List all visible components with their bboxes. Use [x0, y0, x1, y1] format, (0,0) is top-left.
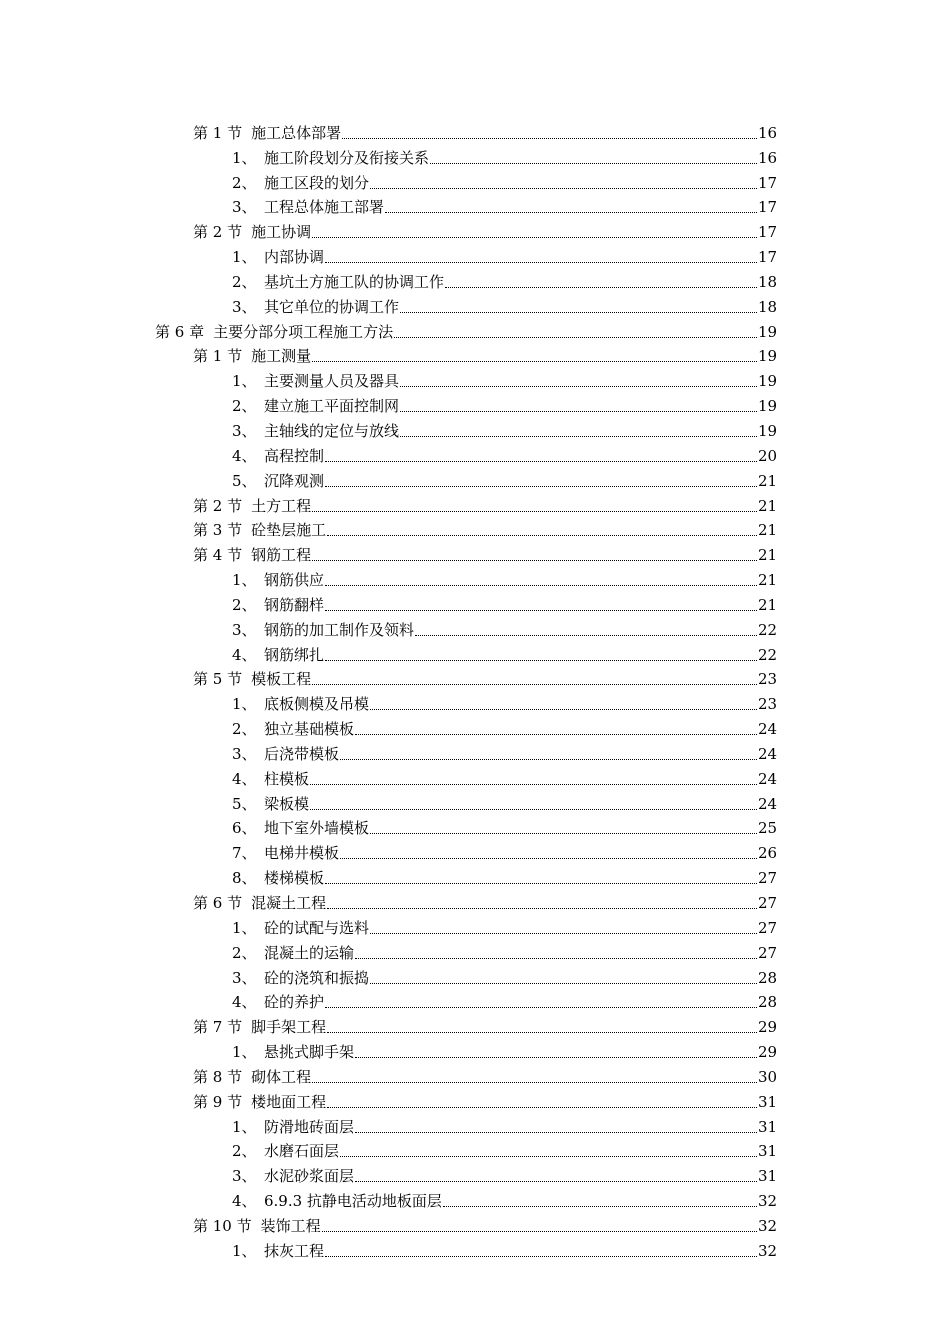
toc-entry-number: 5、: [232, 471, 257, 490]
toc-dot-leader: [370, 188, 757, 189]
toc-page-number: 19: [758, 421, 778, 440]
toc-dot-leader: [445, 287, 757, 288]
toc-entry-line: [232, 472, 777, 490]
toc-dot-leader: [430, 163, 757, 164]
toc-page-number: 19: [758, 322, 778, 341]
toc-page-number: 27: [758, 918, 778, 937]
toc-entry-number: 第 8 节: [193, 1067, 243, 1086]
toc-entry-line: [232, 795, 777, 813]
toc-entry-line: [193, 546, 777, 564]
toc-entry-number: 第 10 节: [193, 1216, 252, 1235]
toc-entry-line: [232, 174, 777, 192]
toc-dot-leader: [327, 535, 757, 536]
toc-subsection-entry[interactable]: [0, 766, 950, 791]
toc-entry-line: [232, 621, 777, 639]
toc-subsection-entry[interactable]: [0, 990, 950, 1015]
toc-subsection-entry[interactable]: [0, 195, 950, 220]
toc-dot-leader: [325, 262, 757, 263]
toc-subsection-entry[interactable]: [0, 915, 950, 940]
toc-entry-title: 土方工程: [251, 496, 312, 515]
toc-section-entry[interactable]: [0, 493, 950, 518]
toc-subsection-entry[interactable]: [0, 145, 950, 170]
toc-entry-line: [193, 497, 777, 515]
toc-page-number: 16: [758, 123, 778, 142]
toc-dot-leader: [325, 660, 757, 661]
toc-dot-leader: [325, 883, 757, 884]
toc-entry-number: 4、: [232, 769, 257, 788]
toc-page-number: 31: [758, 1092, 778, 1111]
toc-subsection-entry[interactable]: [0, 816, 950, 841]
toc-dot-leader: [327, 1107, 757, 1108]
toc-dot-leader: [325, 585, 757, 586]
toc-entry-line: [193, 894, 777, 912]
toc-entry-line: [193, 1217, 777, 1235]
toc-entry-line: [232, 993, 777, 1011]
toc-subsection-entry[interactable]: [0, 741, 950, 766]
toc-dot-leader: [370, 833, 757, 834]
toc-subsection-entry[interactable]: [0, 567, 950, 592]
toc-section-entry[interactable]: [0, 890, 950, 915]
toc-subsection-entry[interactable]: [0, 716, 950, 741]
toc-page-number: 21: [758, 521, 778, 540]
toc-entry-title: 钢筋绑扎: [264, 645, 325, 664]
toc-subsection-entry[interactable]: [0, 965, 950, 990]
toc-entry-line: [232, 1167, 777, 1185]
toc-page-number: 17: [758, 248, 778, 267]
toc-page-number: 26: [758, 844, 778, 863]
toc-page-number: 17: [758, 198, 778, 217]
toc-page-number: 28: [758, 993, 778, 1012]
toc-entry-number: 3、: [232, 1167, 257, 1186]
toc-entry-title: 钢筋供应: [264, 571, 325, 590]
toc-entry-number: 1、: [232, 372, 257, 391]
toc-dot-leader: [355, 1181, 757, 1182]
toc-subsection-entry[interactable]: [0, 642, 950, 667]
toc-subsection-entry[interactable]: [0, 1039, 950, 1064]
toc-entry-title: 钢筋工程: [251, 546, 312, 565]
toc-page-number: 22: [758, 645, 778, 664]
toc-dot-leader: [312, 684, 757, 685]
toc-entry-line: [232, 422, 777, 440]
toc-subsection-entry[interactable]: [0, 269, 950, 294]
toc-page-number: 27: [758, 894, 778, 912]
toc-page-number: 21: [758, 471, 778, 490]
toc-page-number: 20: [758, 446, 778, 465]
toc-dot-leader: [400, 312, 757, 313]
toc-entry-title: 施工区段的划分: [264, 173, 370, 192]
toc-entry-number: 1、: [232, 571, 257, 590]
toc-entry-line: [232, 695, 777, 713]
toc-entry-number: 4、: [232, 1192, 257, 1211]
toc-subsection-entry[interactable]: [0, 840, 950, 865]
toc-entry-line: [232, 1043, 777, 1061]
toc-dot-leader: [325, 486, 757, 487]
toc-entry-title: 高程控制: [264, 446, 325, 465]
toc-section-entry[interactable]: [0, 1089, 950, 1114]
toc-entry-title: 柱模板: [264, 769, 310, 788]
toc-dot-leader: [312, 1082, 757, 1083]
toc-page-number: 19: [758, 347, 778, 366]
toc-entry-number: 3、: [232, 620, 257, 639]
toc-entry-line: [193, 670, 777, 688]
toc-dot-leader: [327, 1032, 757, 1033]
toc-entry-line: [232, 1118, 777, 1136]
toc-entry-title: 其它单位的协调工作: [264, 297, 400, 316]
toc-page-number: 29: [758, 1043, 778, 1062]
toc-entry-number: 2、: [232, 1142, 257, 1161]
toc-entry-number: 6、: [232, 819, 257, 838]
toc-entry-title: 模板工程: [251, 670, 312, 689]
toc-chapter-entry[interactable]: [0, 319, 950, 344]
toc-entry-line: [232, 770, 777, 788]
toc-page-number: 24: [758, 794, 778, 813]
toc-entry-number: 第 5 节: [193, 670, 243, 689]
toc-entry-number: 第 7 节: [193, 1018, 243, 1037]
toc-dot-leader: [400, 386, 757, 387]
toc-entry-title: 脚手架工程: [251, 1018, 327, 1037]
toc-entry-number: 2、: [232, 272, 257, 291]
toc-entry-title: 施工总体部署: [251, 123, 342, 142]
toc-page-number: 32: [758, 1241, 778, 1260]
toc-entry-line: [232, 869, 777, 887]
toc-entry-line: [232, 919, 777, 937]
toc-entry-title: 防滑地砖面层: [264, 1117, 355, 1136]
toc-dot-leader: [400, 411, 757, 412]
toc-entry-line: [193, 521, 777, 539]
toc-page-number: 24: [758, 720, 778, 739]
toc-dot-leader: [415, 635, 757, 636]
toc-entry-number: 8、: [232, 869, 257, 888]
toc-dot-leader: [312, 560, 757, 561]
toc-entry-title: 钢筋的加工制作及领料: [264, 620, 415, 639]
toc-dot-leader: [327, 908, 757, 909]
toc-entry-line: [232, 248, 777, 266]
toc-subsection-entry[interactable]: [0, 1114, 950, 1139]
toc-entry-number: 2、: [232, 943, 257, 962]
toc-entry-title: 砼的浇筑和振捣: [264, 968, 370, 987]
toc-entry-title: 抹灰工程: [264, 1241, 325, 1260]
toc-page-number: 21: [758, 595, 778, 614]
toc-page-number: 24: [758, 744, 778, 763]
toc-entry-line: [232, 745, 777, 763]
toc-entry-title: 砌体工程: [251, 1067, 312, 1086]
toc-entry-line: [193, 124, 777, 142]
toc-page-number: 21: [758, 496, 778, 515]
toc-page-number: 18: [758, 272, 778, 291]
toc-subsection-entry[interactable]: [0, 418, 950, 443]
toc-entry-line: [232, 944, 777, 962]
toc-entry-line: [232, 447, 777, 465]
toc-entry-line: [232, 372, 777, 390]
toc-entry-line: [193, 1018, 777, 1036]
toc-section-entry[interactable]: [0, 1014, 950, 1039]
toc-subsection-entry[interactable]: [0, 393, 950, 418]
toc-entry-title: 砼的试配与选料: [264, 918, 370, 937]
toc-entry-number: 第 6 节: [193, 894, 243, 912]
toc-subsection-entry[interactable]: [0, 1139, 950, 1164]
toc-subsection-entry[interactable]: [0, 617, 950, 642]
toc-entry-number: 1、: [232, 148, 257, 167]
toc-entry-title: 基坑土方施工队的协调工作: [264, 272, 445, 291]
toc-dot-leader: [325, 1256, 757, 1257]
toc-entry-number: 2、: [232, 595, 257, 614]
toc-page-number: 17: [758, 173, 778, 192]
toc-section-entry[interactable]: [0, 219, 950, 244]
toc-entry-title: 水泥砂浆面层: [264, 1167, 355, 1186]
toc-entry-number: 第 6 章: [155, 322, 205, 341]
toc-entry-title: 底板侧模及吊模: [264, 695, 370, 714]
toc-dot-leader: [312, 237, 757, 238]
toc-entry-line: [232, 298, 777, 316]
toc-entry-number: 3、: [232, 744, 257, 763]
toc-entry-title: 水磨石面层: [264, 1142, 340, 1161]
toc-entry-title: 内部协调: [264, 248, 325, 267]
toc-entry-line: [193, 1068, 777, 1086]
toc-dot-leader: [370, 709, 757, 710]
toc-entry-title: 砼垫层施工: [251, 521, 327, 540]
toc-entry-line: [232, 273, 777, 291]
toc-page-number: 32: [758, 1216, 778, 1235]
toc-subsection-entry[interactable]: [0, 592, 950, 617]
toc-entry-number: 4、: [232, 993, 257, 1012]
toc-entry-line: [232, 596, 777, 614]
toc-subsection-entry[interactable]: [0, 865, 950, 890]
toc-section-entry[interactable]: [0, 518, 950, 543]
toc-entry-title: 建立施工平面控制网: [264, 397, 400, 416]
toc-entry-number: 3、: [232, 297, 257, 316]
toc-page-number: 23: [758, 695, 778, 714]
toc-entry-title: 砼的养护: [264, 993, 325, 1012]
toc-entry-number: 3、: [232, 968, 257, 987]
toc-entry-title: 电梯井模板: [264, 844, 340, 863]
toc-dot-leader: [355, 1057, 757, 1058]
toc-entry-number: 1、: [232, 1043, 257, 1062]
toc-entry-line: [232, 149, 777, 167]
toc-subsection-entry[interactable]: [0, 1163, 950, 1188]
toc-section-entry[interactable]: [0, 542, 950, 567]
toc-dot-leader: [394, 337, 757, 338]
toc-entry-title: 楼地面工程: [251, 1092, 327, 1111]
toc-entry-number: 第 9 节: [193, 1092, 243, 1111]
toc-section-entry[interactable]: [0, 1064, 950, 1089]
toc-page-number: 28: [758, 968, 778, 987]
toc-subsection-entry[interactable]: [0, 244, 950, 269]
toc-subsection-entry[interactable]: [0, 368, 950, 393]
toc-entry-number: 第 2 节: [193, 223, 243, 242]
toc-subsection-entry[interactable]: [0, 443, 950, 468]
toc-dot-leader: [355, 1132, 757, 1133]
toc-dot-leader: [310, 809, 757, 810]
toc-page-number: 29: [758, 1018, 778, 1037]
toc-subsection-entry[interactable]: [0, 1188, 950, 1213]
toc-entry-number: 1、: [232, 248, 257, 267]
toc-entry-line: [232, 571, 777, 589]
toc-subsection-entry[interactable]: [0, 294, 950, 319]
toc-dot-leader: [322, 1231, 757, 1232]
toc-entry-number: 5、: [232, 794, 257, 813]
toc-entry-title: 悬挑式脚手架: [264, 1043, 355, 1062]
toc-entry-title: 梁板模: [264, 794, 310, 813]
toc-page-number: 18: [758, 297, 778, 316]
toc-entry-title: 地下室外墙模板: [264, 819, 370, 838]
toc-dot-leader: [325, 461, 757, 462]
toc-entry-title: 装饰工程: [260, 1216, 321, 1235]
toc-entry-number: 2、: [232, 397, 257, 416]
toc-page-number: 31: [758, 1167, 778, 1186]
toc-entry-number: 3、: [232, 421, 257, 440]
toc-subsection-entry[interactable]: [0, 791, 950, 816]
toc-section-entry[interactable]: [0, 344, 950, 369]
toc-entry-title: 工程总体施工部署: [264, 198, 385, 217]
toc-entry-number: 第 2 节: [193, 496, 243, 515]
toc-dot-leader: [325, 610, 757, 611]
toc-entry-line: [193, 223, 777, 241]
toc-entry-title: 施工阶段划分及衔接关系: [264, 148, 430, 167]
toc-entry-line: [232, 1192, 777, 1210]
toc-page-number: 31: [758, 1117, 778, 1136]
toc-entry-line: [232, 198, 777, 216]
toc-entry-title: 主轴线的定位与放线: [264, 421, 400, 440]
toc-entry-title: 后浇带模板: [264, 744, 340, 763]
toc-dot-leader: [312, 361, 757, 362]
toc-page-number: 31: [758, 1142, 778, 1161]
toc-entry-number: 1、: [232, 918, 257, 937]
toc-entry-number: 第 3 节: [193, 521, 243, 540]
toc-page-number: 22: [758, 620, 778, 639]
toc-page-number: 30: [758, 1067, 778, 1086]
toc-dot-leader: [310, 784, 757, 785]
toc-dot-leader: [312, 511, 757, 512]
toc-entry-line: [232, 397, 777, 415]
toc-dot-leader: [370, 933, 757, 934]
toc-entry-line: [232, 844, 777, 862]
toc-entry-line: [155, 323, 777, 341]
table-of-contents: [0, 120, 950, 1263]
toc-dot-leader: [340, 1156, 757, 1157]
toc-entry-title: 楼梯模板: [264, 869, 325, 888]
toc-subsection-entry[interactable]: [0, 170, 950, 195]
toc-dot-leader: [340, 858, 757, 859]
toc-dot-leader: [355, 734, 757, 735]
toc-page-number: 27: [758, 869, 778, 888]
toc-entry-number: 1、: [232, 1117, 257, 1136]
toc-entry-line: [232, 646, 777, 664]
toc-entry-title: 主要测量人员及器具: [264, 372, 400, 391]
toc-page-number: 16: [758, 148, 778, 167]
toc-entry-line: [232, 969, 777, 987]
toc-entry-number: 1、: [232, 1241, 257, 1260]
toc-entry-title: 施工协调: [251, 223, 312, 242]
toc-page-number: 21: [758, 571, 778, 590]
toc-dot-leader: [443, 1206, 757, 1207]
toc-entry-title: 独立基础模板: [264, 720, 355, 739]
toc-entry-number: 4、: [232, 645, 257, 664]
toc-section-entry[interactable]: [0, 120, 950, 145]
toc-dot-leader: [355, 958, 757, 959]
toc-entry-line: [193, 347, 777, 365]
toc-entry-line: [232, 819, 777, 837]
toc-entry-number: 4、: [232, 446, 257, 465]
toc-entry-number: 第 1 节: [193, 347, 243, 366]
toc-entry-line: [232, 1242, 777, 1260]
toc-dot-leader: [400, 436, 757, 437]
toc-entry-number: 第 1 节: [193, 123, 243, 142]
toc-entry-number: 3、: [232, 198, 257, 217]
toc-subsection-entry[interactable]: [0, 1238, 950, 1263]
toc-dot-leader: [325, 1007, 757, 1008]
toc-page-number: 17: [758, 223, 778, 242]
toc-section-entry[interactable]: [0, 1213, 950, 1238]
toc-page-number: 21: [758, 546, 778, 565]
toc-subsection-entry[interactable]: [0, 468, 950, 493]
toc-dot-leader: [370, 983, 757, 984]
toc-entry-title: 沉降观测: [264, 471, 325, 490]
toc-entry-title: 混凝土的运输: [264, 943, 355, 962]
toc-entry-line: [193, 1093, 777, 1111]
toc-entry-line: [232, 1142, 777, 1160]
toc-dot-leader: [385, 212, 757, 213]
toc-entry-number: 2、: [232, 720, 257, 739]
toc-subsection-entry[interactable]: [0, 691, 950, 716]
toc-page-number: 19: [758, 372, 778, 391]
toc-entry-title: 施工测量: [251, 347, 312, 366]
toc-entry-title: 混凝土工程: [251, 894, 327, 912]
toc-entry-number: 2、: [232, 173, 257, 192]
toc-page-number: 23: [758, 670, 778, 689]
toc-entry-number: 1、: [232, 695, 257, 714]
toc-page-number: 27: [758, 943, 778, 962]
toc-entry-title: 主要分部分项工程施工方法: [213, 322, 394, 341]
toc-page-number: 32: [758, 1192, 778, 1211]
toc-entry-number: 7、: [232, 844, 257, 863]
toc-entry-number: 第 4 节: [193, 546, 243, 565]
toc-page-number: 25: [758, 819, 778, 838]
toc-subsection-entry[interactable]: [0, 940, 950, 965]
toc-dot-leader: [342, 138, 757, 139]
toc-entry-line: [232, 720, 777, 738]
toc-entry-title: 6.9.3 抗静电活动地板面层: [264, 1192, 442, 1211]
toc-entry-title: 钢筋翻样: [264, 595, 325, 614]
toc-page-number: 19: [758, 397, 778, 416]
toc-section-entry[interactable]: [0, 667, 950, 692]
toc-page-number: 24: [758, 769, 778, 788]
toc-dot-leader: [340, 759, 757, 760]
